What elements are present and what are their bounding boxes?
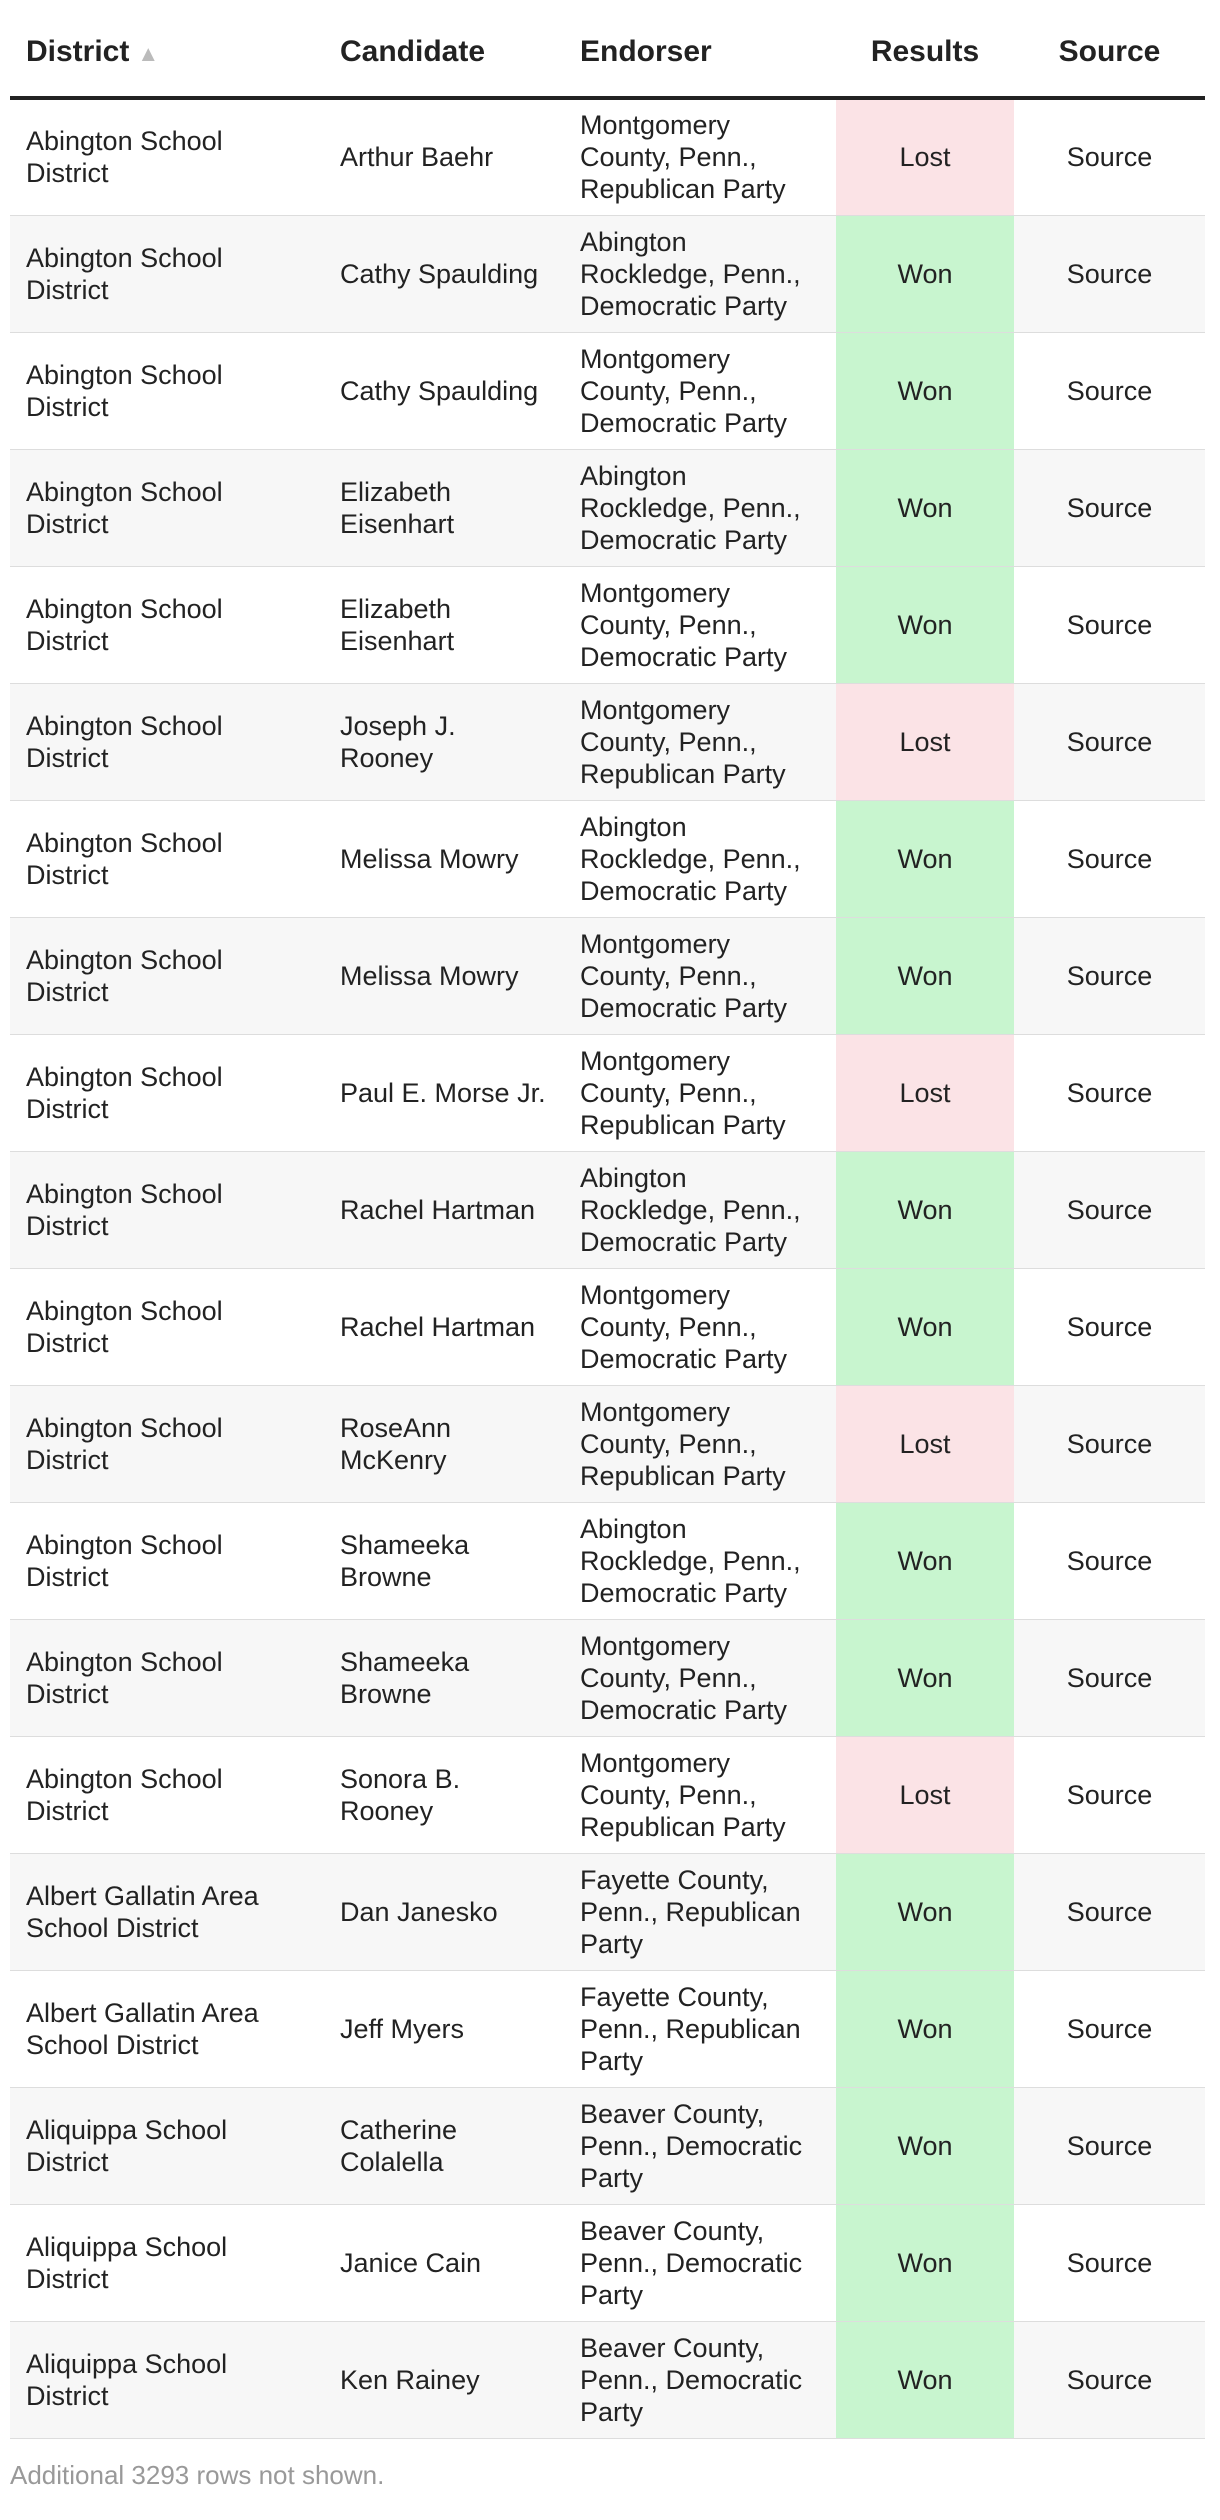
source-link[interactable]: Source xyxy=(1014,1151,1205,1268)
table-row xyxy=(10,1502,1205,1619)
table-row xyxy=(10,215,1205,332)
endorser-cell: Abington Rockledge, Penn., Democratic Party xyxy=(564,1151,836,1268)
source-link[interactable]: Source xyxy=(1014,1034,1205,1151)
endorser-cell: Beaver County, Penn., Democratic Party xyxy=(564,2321,836,2438)
endorser-cell: Beaver County, Penn., Democratic Party xyxy=(564,2204,836,2321)
candidate-cell: Sonora B. Rooney xyxy=(324,1736,564,1853)
endorsements-table-container xyxy=(10,0,1205,2439)
result-cell: Won xyxy=(836,332,1014,449)
endorser-cell: Fayette County, Penn., Republican Party xyxy=(564,1853,836,1970)
district-cell: Abington School District xyxy=(10,917,324,1034)
table-row xyxy=(10,917,1205,1034)
result-cell: Lost xyxy=(836,683,1014,800)
source-link[interactable]: Source xyxy=(1014,332,1205,449)
table-row xyxy=(10,1736,1205,1853)
table-header xyxy=(10,0,1205,98)
district-cell: Abington School District xyxy=(10,1619,324,1736)
district-cell: Abington School District xyxy=(10,1736,324,1853)
source-link[interactable]: Source xyxy=(1014,2204,1205,2321)
source-link[interactable]: Source xyxy=(1014,1853,1205,1970)
result-cell: Won xyxy=(836,1970,1014,2087)
source-link[interactable]: Source xyxy=(1014,1970,1205,2087)
source-link[interactable]: Source xyxy=(1014,566,1205,683)
endorser-cell: Montgomery County, Penn., Democratic Party xyxy=(564,1619,836,1736)
column-header-candidate[interactable] xyxy=(324,0,564,98)
district-cell: Abington School District xyxy=(10,449,324,566)
candidate-cell: Rachel Hartman xyxy=(324,1151,564,1268)
column-header-results-label: Results xyxy=(870,35,980,68)
endorser-cell: Montgomery County, Penn., Democratic Party xyxy=(564,1268,836,1385)
candidate-cell: Elizabeth Eisenhart xyxy=(324,449,564,566)
result-cell: Won xyxy=(836,1619,1014,1736)
column-header-endorser[interactable] xyxy=(564,0,836,98)
column-header-source-label: Source xyxy=(1058,35,1161,68)
district-cell: Abington School District xyxy=(10,332,324,449)
table-row xyxy=(10,1268,1205,1385)
table-row xyxy=(10,1619,1205,1736)
endorser-cell: Montgomery County, Penn., Republican Party xyxy=(564,98,836,215)
candidate-cell: Ken Rainey xyxy=(324,2321,564,2438)
source-link[interactable]: Source xyxy=(1014,215,1205,332)
district-cell: Albert Gallatin Area School District xyxy=(10,1853,324,1970)
endorser-cell: Montgomery County, Penn., Republican Party xyxy=(564,1034,836,1151)
candidate-cell: Shameeka Browne xyxy=(324,1619,564,1736)
source-link[interactable]: Source xyxy=(1014,2087,1205,2204)
endorser-cell: Montgomery County, Penn., Republican Party xyxy=(564,1385,836,1502)
endorser-cell: Abington Rockledge, Penn., Democratic Party xyxy=(564,1502,836,1619)
table-row xyxy=(10,332,1205,449)
result-cell: Won xyxy=(836,800,1014,917)
result-cell: Lost xyxy=(836,1385,1014,1502)
endorser-cell: Montgomery County, Penn., Democratic Party xyxy=(564,917,836,1034)
district-cell: Abington School District xyxy=(10,1268,324,1385)
candidate-cell: Paul E. Morse Jr. xyxy=(324,1034,564,1151)
table-row xyxy=(10,2087,1205,2204)
source-link[interactable]: Source xyxy=(1014,1619,1205,1736)
endorser-cell: Montgomery County, Penn., Democratic Party xyxy=(564,332,836,449)
district-cell: Aliquippa School District xyxy=(10,2204,324,2321)
result-cell: Won xyxy=(836,2204,1014,2321)
district-cell: Abington School District xyxy=(10,566,324,683)
endorser-cell: Fayette County, Penn., Republican Party xyxy=(564,1970,836,2087)
source-link[interactable]: Source xyxy=(1014,1502,1205,1619)
result-cell: Lost xyxy=(836,98,1014,215)
table-row xyxy=(10,2204,1205,2321)
district-cell: Aliquippa School District xyxy=(10,2321,324,2438)
district-cell: Abington School District xyxy=(10,1385,324,1502)
district-cell: Abington School District xyxy=(10,98,324,215)
candidate-cell: Arthur Baehr xyxy=(324,98,564,215)
table-row xyxy=(10,98,1205,215)
district-cell: Abington School District xyxy=(10,683,324,800)
source-link[interactable]: Source xyxy=(1014,98,1205,215)
result-cell: Won xyxy=(836,917,1014,1034)
column-header-endorser-label: Endorser xyxy=(580,35,712,68)
source-link[interactable]: Source xyxy=(1014,1268,1205,1385)
candidate-cell: Dan Janesko xyxy=(324,1853,564,1970)
source-link[interactable]: Source xyxy=(1014,1736,1205,1853)
table-row xyxy=(10,449,1205,566)
table-row xyxy=(10,1853,1205,1970)
candidate-cell: Cathy Spaulding xyxy=(324,215,564,332)
result-cell: Won xyxy=(836,449,1014,566)
rows-not-shown-note: Additional 3293 rows not shown. xyxy=(10,2460,385,2490)
candidate-cell: Elizabeth Eisenhart xyxy=(324,566,564,683)
source-link[interactable]: Source xyxy=(1014,917,1205,1034)
column-header-results[interactable] xyxy=(836,0,1014,98)
source-link[interactable]: Source xyxy=(1014,683,1205,800)
district-cell: Albert Gallatin Area School District xyxy=(10,1970,324,2087)
endorser-cell: Abington Rockledge, Penn., Democratic Party xyxy=(564,449,836,566)
candidate-cell: Janice Cain xyxy=(324,2204,564,2321)
result-cell: Won xyxy=(836,2087,1014,2204)
district-cell: Abington School District xyxy=(10,1502,324,1619)
header-row xyxy=(10,0,1205,98)
table-row xyxy=(10,2321,1205,2438)
endorser-cell: Beaver County, Penn., Democratic Party xyxy=(564,2087,836,2204)
endorser-cell: Montgomery County, Penn., Republican Party xyxy=(564,1736,836,1853)
source-link[interactable]: Source xyxy=(1014,2321,1205,2438)
table-row xyxy=(10,566,1205,683)
result-cell: Lost xyxy=(836,1034,1014,1151)
district-cell: Abington School District xyxy=(10,1034,324,1151)
column-header-source[interactable] xyxy=(1014,0,1205,98)
source-link[interactable]: Source xyxy=(1014,800,1205,917)
district-cell: Abington School District xyxy=(10,215,324,332)
result-cell: Won xyxy=(836,566,1014,683)
column-header-candidate-label: Candidate xyxy=(340,35,486,68)
table-row xyxy=(10,1385,1205,1502)
table-row xyxy=(10,1151,1205,1268)
table-row xyxy=(10,1970,1205,2087)
table-row xyxy=(10,683,1205,800)
source-link[interactable]: Source xyxy=(1014,449,1205,566)
result-cell: Won xyxy=(836,1151,1014,1268)
candidate-cell: Shameeka Browne xyxy=(324,1502,564,1619)
endorser-cell: Abington Rockledge, Penn., Democratic Party xyxy=(564,215,836,332)
candidate-cell: Melissa Mowry xyxy=(324,917,564,1034)
column-header-district-label: District xyxy=(26,35,130,68)
candidate-cell: Joseph J. Rooney xyxy=(324,683,564,800)
candidate-cell: RoseAnn McKenry xyxy=(324,1385,564,1502)
result-cell: Won xyxy=(836,2321,1014,2438)
table-row xyxy=(10,800,1205,917)
result-cell: Won xyxy=(836,215,1014,332)
result-cell: Won xyxy=(836,1268,1014,1385)
source-link[interactable]: Source xyxy=(1014,1385,1205,1502)
endorser-cell: Montgomery County, Penn., Republican Party xyxy=(564,683,836,800)
candidate-cell: Catherine Colalella xyxy=(324,2087,564,2204)
candidate-cell: Melissa Mowry xyxy=(324,800,564,917)
district-cell: Abington School District xyxy=(10,1151,324,1268)
endorser-cell: Abington Rockledge, Penn., Democratic Party xyxy=(564,800,836,917)
result-cell: Lost xyxy=(836,1736,1014,1853)
candidate-cell: Rachel Hartman xyxy=(324,1268,564,1385)
candidate-cell: Jeff Myers xyxy=(324,1970,564,2087)
endorsements-table xyxy=(10,0,1205,2439)
sort-ascending-icon: ▲ xyxy=(137,41,160,66)
result-cell: Won xyxy=(836,1502,1014,1619)
result-cell: Won xyxy=(836,1853,1014,1970)
endorser-cell: Montgomery County, Penn., Democratic Party xyxy=(564,566,836,683)
district-cell: Aliquippa School District xyxy=(10,2087,324,2204)
table-body xyxy=(10,98,1205,2438)
column-header-district[interactable] xyxy=(10,0,324,98)
table-row xyxy=(10,1034,1205,1151)
candidate-cell: Cathy Spaulding xyxy=(324,332,564,449)
district-cell: Abington School District xyxy=(10,800,324,917)
